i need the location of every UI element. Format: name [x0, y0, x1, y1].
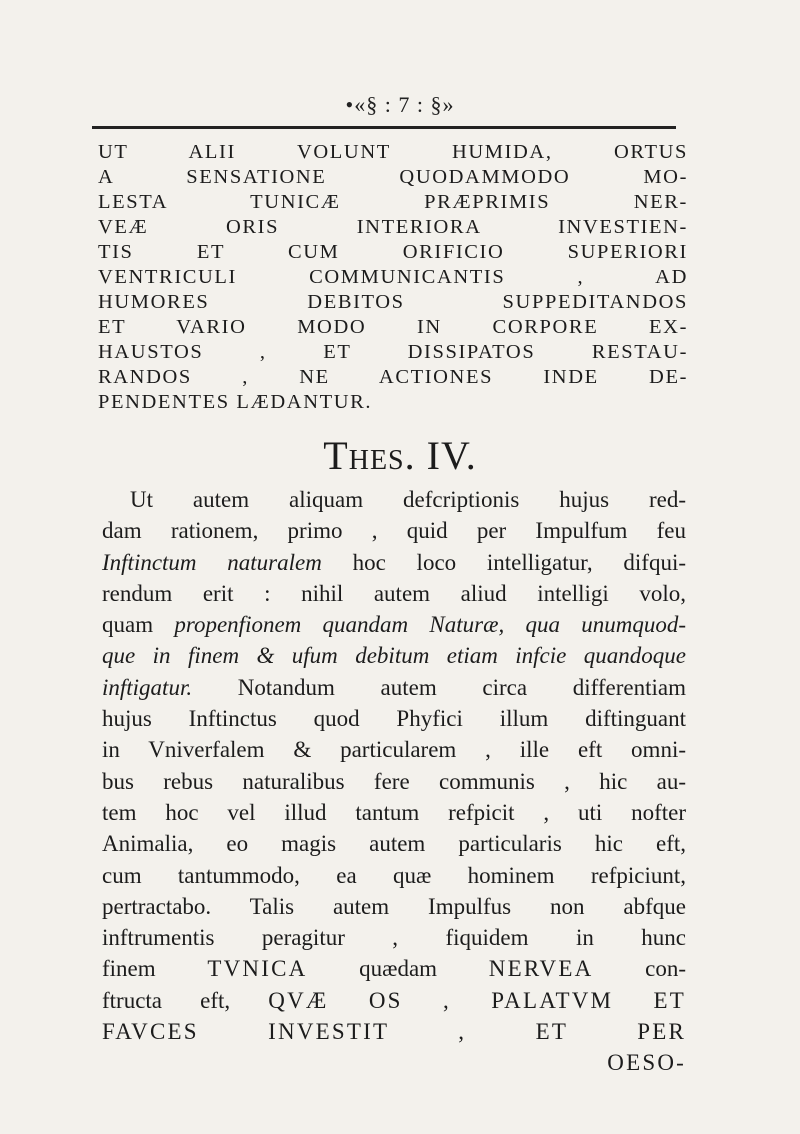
text-run: TVNICA: [207, 956, 308, 982]
body-line: [102, 797, 686, 828]
text-run: Ut autem aliquam defcriptionis hujus red-: [130, 487, 686, 512]
heading-line: LESTA TUNICÆ PRÆPRIMIS NER-: [98, 191, 688, 213]
body-line: [102, 922, 686, 953]
body-line: [102, 578, 686, 609]
heading-line: RANDOS , NE ACTIONES INDE DE-: [98, 366, 688, 388]
thesis-number: IV.: [426, 433, 477, 478]
heading-line: HUMORES DEBITOS SUPPEDITANDOS: [98, 291, 688, 313]
section-heading: [98, 140, 688, 415]
body-line: [102, 985, 686, 1016]
body-line: [102, 515, 686, 546]
body-line: [102, 766, 686, 797]
text-run: ftructa eft,: [102, 987, 269, 1013]
heading-line: HAUSTOS , ET DISSIPATOS RESTAU-: [98, 341, 688, 363]
heading-line: ET VARIO MODO IN CORPORE EX-: [98, 316, 688, 338]
body-line: [102, 953, 686, 984]
body-line: [102, 891, 686, 922]
text-run: bus rebus naturalibus fere communis , hic au-: [102, 768, 686, 794]
body-line: [102, 1016, 686, 1047]
italic-phrase: inftigatur.: [102, 674, 193, 700]
italic-phrase: Inftinctum naturalem: [102, 549, 322, 575]
text-run: in Vniverfalem & particularem , ille eft omni-: [102, 737, 686, 763]
text-run: hujus Inftinctus quod Phyfici illum diftinguant: [102, 706, 686, 732]
italic-phrase: propenfionem quandam Naturæ, qua unumquod-: [174, 612, 686, 638]
body-line: [102, 734, 686, 765]
page-number: •«§ : 7 : §»: [345, 92, 455, 117]
text-run: FAVCES INVESTIT , ET PER: [102, 1019, 686, 1045]
text-run: quædam: [307, 956, 489, 982]
body-line: [102, 703, 686, 734]
heading-line: VEÆ ORIS INTERIORA INVESTIEN-: [98, 216, 688, 238]
text-run: inftrumentis peragitur , fiquidem in hunc: [102, 925, 686, 951]
text-run: con-: [593, 956, 686, 982]
text-run: NERVEA: [488, 956, 594, 982]
text-run: OESO-: [607, 1050, 686, 1076]
body-line: [102, 860, 686, 891]
text-run: tem hoc vel illud tantum refpicit , uti nofter: [102, 799, 686, 825]
thesis-word: hes.: [348, 433, 416, 478]
thesis-initial: T: [323, 433, 349, 478]
text-run: finem: [102, 956, 208, 982]
text-run: cum tantummodo, ea quæ hominem refpiciunt,: [102, 862, 686, 888]
heading-line: VENTRICULI COMMUNICANTIS , AD: [98, 266, 688, 288]
header-rule: [92, 126, 676, 129]
text-run: Notandum autem circa differentiam: [192, 674, 686, 700]
text-run: quam: [102, 612, 175, 638]
text-run: rendum erit : nihil autem aliud intelligi volo,: [102, 580, 686, 606]
body-line: [102, 1047, 686, 1078]
body-line: [102, 828, 686, 859]
body-line: [102, 672, 686, 703]
heading-line: A SENSATIONE QUODAMMODO MO-: [98, 166, 688, 188]
text-run: pertractabo. Talis autem Impulfus non abfque: [102, 893, 686, 919]
heading-line: TIS ET CUM ORIFICIO SUPERIORI: [98, 241, 688, 263]
text-run: hoc loco intelligatur, difqui-: [321, 549, 686, 575]
body-line: [102, 640, 686, 671]
body-line: [102, 609, 686, 640]
body-line: [102, 484, 686, 515]
body-line: [102, 547, 686, 578]
text-run: dam rationem, primo , quid per Impulfum feu: [102, 518, 686, 544]
thesis-title: [0, 432, 800, 479]
text-run: Animalia, eo magis autem particularis hic eft,: [102, 831, 686, 857]
italic-phrase: que in finem & ufum debitum etiam infcie quandoque: [102, 643, 686, 669]
heading-line: PENDENTES LÆDANTUR.: [98, 391, 373, 413]
text-run: QVÆ OS , PALATVM ET: [268, 987, 687, 1013]
heading-line: UT ALII VOLUNT HUMIDA, ORTUS: [98, 141, 688, 163]
body-paragraph: [102, 484, 686, 1079]
